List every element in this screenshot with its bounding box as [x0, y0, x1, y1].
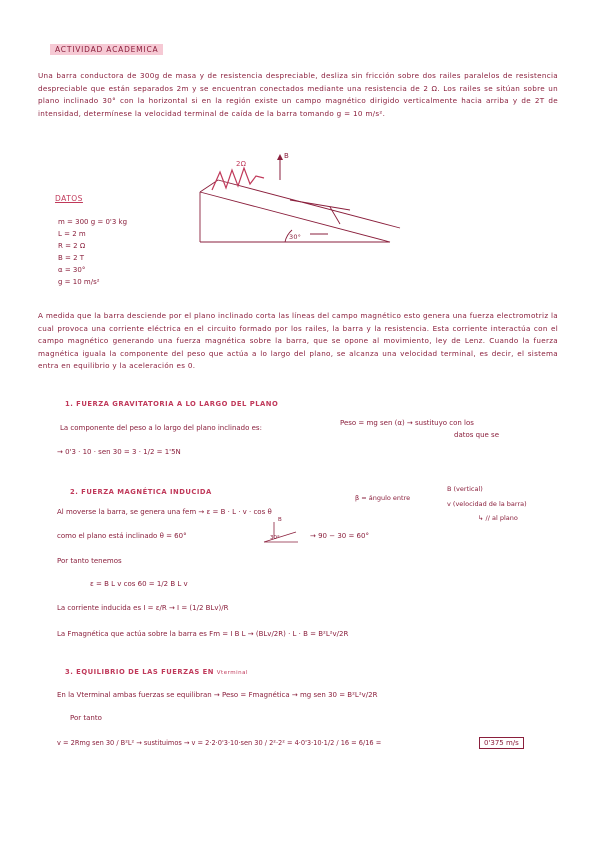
datos-item: g = 10 m/s²	[58, 278, 100, 286]
s3-line2: Por tanto	[70, 714, 102, 722]
s3-heading-main: 3. EQUILIBRIO DE LAS FUERZAS EN	[65, 668, 214, 676]
s1-line1c: datos que se	[454, 431, 499, 439]
s1-line1b: Peso = mg sen (α) → sustituyo con los	[340, 419, 474, 427]
s2-side2: B (vertical)	[447, 485, 483, 493]
datos-item: R = 2 Ω	[58, 242, 86, 250]
s2-line2b: → 90 − 30 = 60°	[310, 532, 369, 540]
datos-item: α = 30°	[58, 266, 86, 274]
s2-side4: ↳ // al plano	[478, 514, 518, 522]
s1-line1: La componente del peso a lo largo del plano inclinado es:	[60, 424, 262, 432]
datos-item: B = 2 T	[58, 254, 85, 262]
page-title: ACTIVIDAD ACADEMICA	[50, 44, 163, 55]
s1-line2: → 0'3 · 10 · sen 30 = 3 · 1/2 = 1'5N	[57, 448, 181, 456]
section-2-heading: 2. FUERZA MAGNÉTICA INDUCIDA	[70, 488, 212, 496]
datos-item: L = 2 m	[58, 230, 86, 238]
s2-line2: como el plano está inclinado θ = 60°	[57, 532, 187, 540]
resistor-label: 2Ω	[236, 160, 247, 168]
s2-line6: La Fmagnética que actúa sobre la barra es Fm = I B L → (BLv/2R) · L · B = B²L²v/2R	[57, 630, 349, 638]
result-box: 0'375 m/s	[479, 737, 524, 749]
datos-heading: DATOS	[55, 194, 83, 203]
s2-b-small: B	[278, 517, 282, 523]
section-3-heading	[65, 668, 248, 676]
angle-label: 30°	[289, 233, 302, 241]
datos-list	[58, 216, 127, 288]
s2-side1: β = ángulo entre	[355, 494, 411, 502]
s3-line3: v = 2Rmg sen 30 / B²L² → sustituimos → v = 2·2·0'3·10·sen 30 / 2²·2² = 4·0'3·10·1/2 / 16 = 6/16 =	[57, 739, 382, 747]
s2-side3: v (velocidad de la barra)	[447, 500, 527, 508]
s3-line1: En la Vterminal ambas fuerzas se equilibran → Peso = Fmagnética → mg sen 30 = B²L²v/2R	[57, 691, 378, 699]
field-label: B	[284, 152, 290, 160]
section-1-heading: 1. FUERZA GRAVITATORIA A LO LARGO DEL PLANO	[65, 400, 279, 408]
s2-angle-small: 30°	[270, 535, 280, 541]
explanation-paragraph: A medida que la barra desciende por el plano inclinado corta las líneas del campo magnético esto genera una fuerza electromotriz la cual provoca una corriente eléctrica en el circuito formado por los railes, la barra y la resistencia. Esta corriente interactúa con el campo magnético generando una fuerza magnética sobre la barra, que se opone al movimiento, ley de Lenz. Cuando la fuerza magnética iguala la componente del peso que actúa a lo largo del plano, se alcanza una velocidad terminal, es decir, el sistema entra en equilibrio y la aceleración es 0.	[38, 311, 558, 370]
s2-line4: ε = B L v cos 60 = 1/2 B L v	[90, 580, 188, 588]
s3-heading-sub: Vterminal	[216, 670, 249, 676]
angle-sketch	[262, 518, 302, 546]
s2-line1: Al moverse la barra, se genera una fem → ε = B · L · v · cos θ	[57, 508, 272, 516]
s2-line3: Por tanto tenemos	[57, 557, 122, 565]
problem-statement: Una barra conductora de 300g de masa y de resistencia despreciable, desliza sin fricción sobre dos railes paralelos de resistencia despreciable que están separados 2m y se encuentran conectados mediante una resistencia de 2 Ω. Los railes se sitúan sobre un plano inclinado 30° con la horizontal si en la región existe un campo magnético dirigido verticalmente hacia arriba y de 2T de intensidad, determínese la velocidad terminal de caída de la barra tomando g = 10 m/s².	[38, 71, 558, 118]
datos-item: m = 300 g = 0'3 kg	[58, 218, 128, 226]
s2-line5: La corriente inducida es I = ε/R → I = (1/2 BLv)/R	[57, 604, 229, 612]
